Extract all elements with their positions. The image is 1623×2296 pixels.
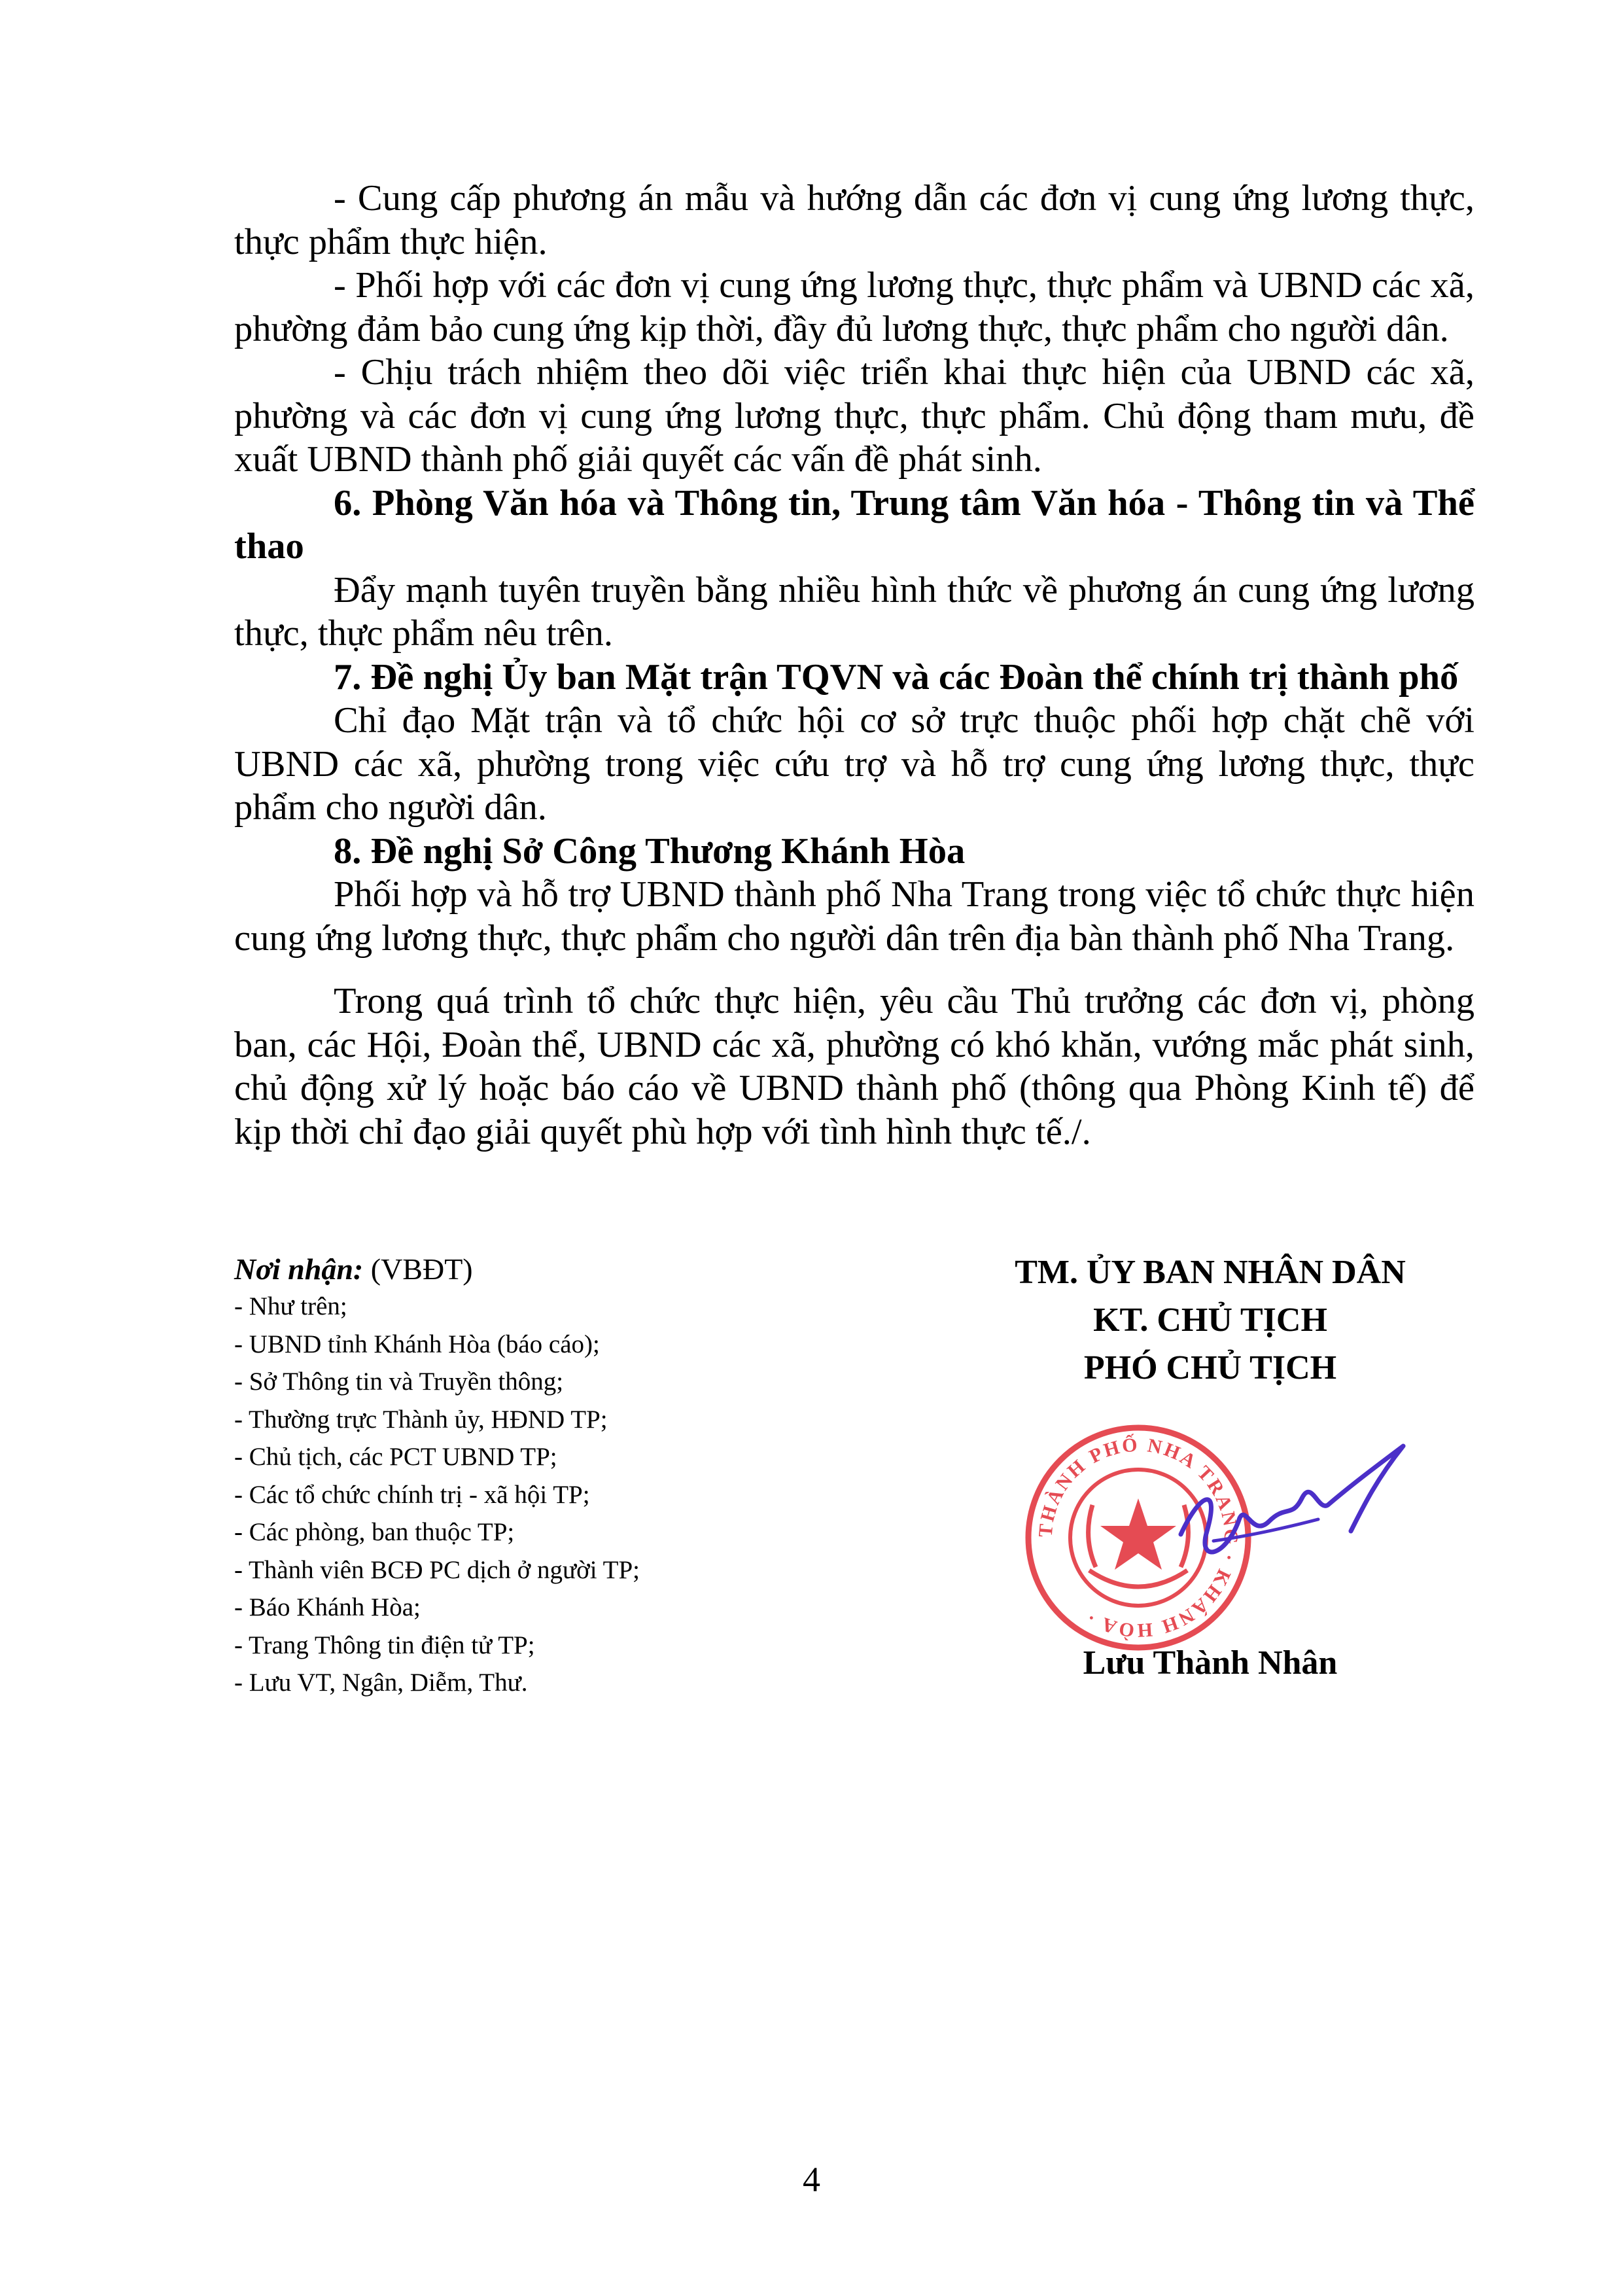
section-heading-6: 6. Phòng Văn hóa và Thông tin, Trung tâm Văn hóa - Thông tin và Thể thao [234,482,1475,567]
recipient-item: - Thường trực Thành ủy, HĐND TP; [234,1405,608,1434]
recipient-item: - Lưu VT, Ngân, Diễm, Thư. [234,1669,528,1697]
paragraph-closing: Trong quá trình tổ chức thực hiện, yêu cầu Thủ trưởng các đơn vị, phòng ban, các Hội, Đoàn thể, UBND các xã, phường có khó khăn, vướng mắc phát sinh, chủ động xử lý hoặc báo cáo về UBND thành phố (thông qua Phòng Kinh tế) để kịp thời chỉ đạo giải quyết phù hợp với tình hình thực tế./. [234,981,1475,1152]
signature-line-2: KT. CHỦ TỊCH [1093,1301,1327,1339]
paragraph-section-6: Đẩy mạnh tuyên truyền bằng nhiều hình thức về phương án cung ứng lương thực, thực phẩm nêu trên. [234,569,1475,654]
signature-line-1: TM. ỦY BAN NHÂN DÂN [1015,1254,1406,1291]
recipient-item: - Trang Thông tin điện tử TP; [234,1631,535,1659]
seal-text: THÀNH PHỐ NHA TRANG · KHÁNH HÒA · [1034,1434,1242,1642]
recipient-item: - Các phòng, ban thuộc TP; [234,1518,515,1546]
recipient-item: - Như trên; [234,1292,347,1320]
paragraph-bullet-1: - Cung cấp phương án mẫu và hướng dẫn các đơn vị cung ứng lương thực, thực phẩm thực hiện. [234,178,1475,262]
recipient-item: - Các tổ chức chính trị - xã hội TP; [234,1480,590,1509]
section-heading-7: 7. Đề nghị Ủy ban Mặt trận TQVN và các Đoàn thể chính trị thành phố [334,656,1459,698]
recipient-item: - Thành viên BCĐ PC dịch ở người TP; [234,1555,640,1584]
seal-star-icon [1100,1498,1176,1570]
page-number: 4 [803,2160,820,2199]
recipient-item: - Báo Khánh Hòa; [234,1593,421,1621]
seal-emblem-base [1089,1570,1187,1587]
official-seal-icon [1011,1407,1482,1655]
signature-line-3: PHÓ CHỦ TỊCH [1083,1349,1337,1386]
recipient-item: - Chủ tịch, các PCT UBND TP; [234,1443,557,1471]
signer-name: Lưu Thành Nhân [1083,1644,1338,1682]
recipient-item: - Sở Thông tin và Truyền thông; [234,1368,564,1396]
paragraph-bullet-2: - Phối hợp với các đơn vị cung ứng lương thực, thực phẩm và UBND các xã, phường đảm bảo cung ứng kịp thời, đầy đủ lương thực, thực phẩm cho người dân. [234,265,1475,349]
paragraph-section-7: Chỉ đạo Mặt trận và tổ chức hội cơ sở trực thuộc phối hợp chặt chẽ với UBND các xã, phường trong việc cứu trợ và hỗ trợ cung ứng lương thực, thực phẩm cho người dân. [234,700,1475,828]
recipients-note: (VBĐT) [370,1252,473,1286]
recipients-title [234,1251,823,1288]
document-body [234,177,1475,1154]
seal-and-signature [1011,1407,1482,1655]
recipients-block [234,1251,823,1702]
recipient-item: - UBND tỉnh Khánh Hòa (báo cáo); [234,1330,600,1358]
recipients-label: Nơi nhận: [234,1252,364,1286]
paragraph-bullet-3: - Chịu trách nhiệm theo dõi việc triển khai thực hiện của UBND các xã, phường và các đơn vị cung ứng lương thực, thực phẩm. Chủ động tham mưu, đề xuất UBND thành phố giải quyết các vấn đề phát sinh. [234,352,1475,480]
section-heading-8: 8. Đề nghị Sở Công Thương Khánh Hòa [334,830,966,872]
paragraph-section-8: Phối hợp và hỗ trợ UBND thành phố Nha Trang trong việc tổ chức thực hiện cung ứng lương thực, thực phẩm cho người dân trên địa bàn thành phố Nha Trang. [234,874,1475,959]
